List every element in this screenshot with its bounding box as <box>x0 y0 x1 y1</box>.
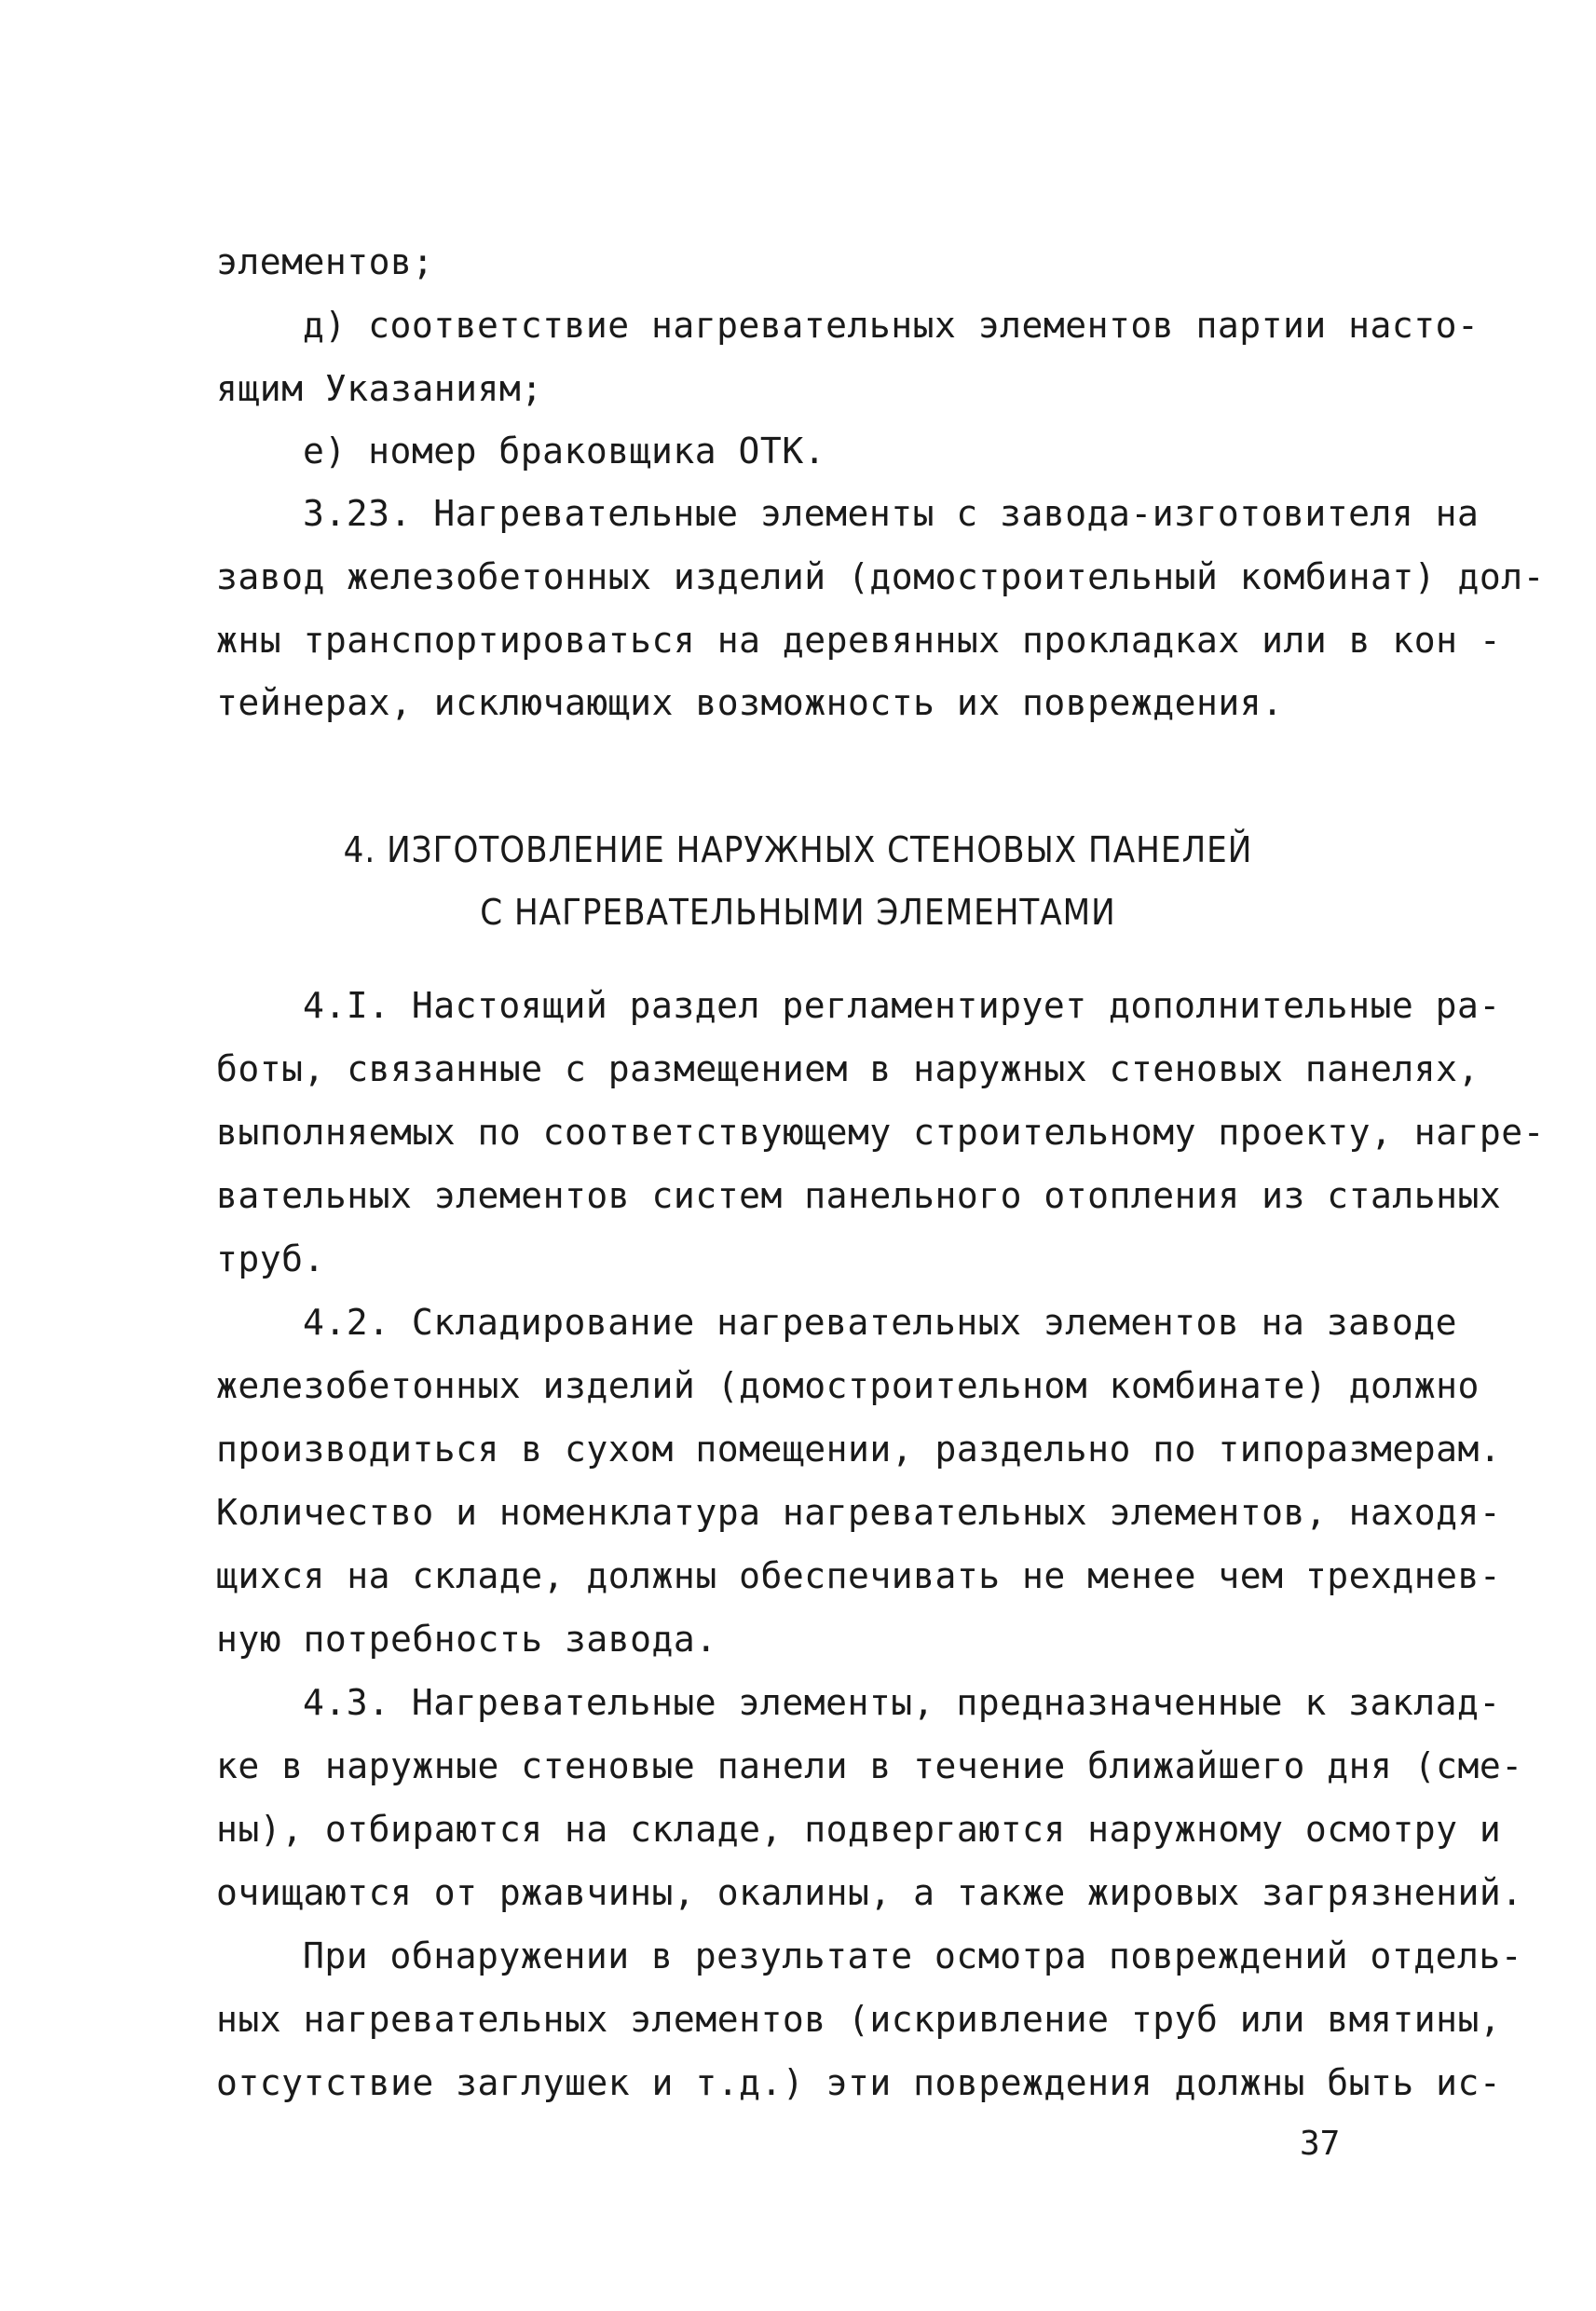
body-line-1: 4.I. Настоящий раздел регламентирует дополнительные ра- <box>303 985 1501 1026</box>
text-line-3: ящим Указаниям; <box>216 368 543 409</box>
body-line-10: щихся на складе, должны обеспечивать не менее чем трехднев- <box>216 1555 1502 1596</box>
text-line-5: 3.23. Нагревательные элементы с завода-изготовителя на <box>303 493 1480 534</box>
body-line-14: ны), отбираются на складе, подвергаются наружному осмотру и <box>216 1809 1502 1850</box>
body-line-7: железобетонных изделий (домостроительном комбинате) должно <box>216 1365 1480 1406</box>
body-line-8: производиться в сухом помещении, раздельно по типоразмерам. <box>216 1429 1502 1470</box>
body-line-9: Количество и номенклатура нагревательных элементов, находя- <box>216 1492 1502 1533</box>
body-line-6: 4.2. Складирование нагревательных элементов на заводе <box>303 1302 1458 1343</box>
text-line-4: е) номер браковщика ОТК. <box>303 431 826 472</box>
body-line-13: ке в наружные стеновые панели в течение ближайшего дня (сме- <box>216 1745 1523 1786</box>
text-line-7: жны транспортироваться на деревянных прокладках или в кон - <box>216 620 1502 661</box>
text-line-8: тейнерах, исключающих возможность их повреждения. <box>216 682 1284 723</box>
body-line-18: отсутствие заглушек и т.д.) эти повреждения должны быть ис- <box>216 2062 1502 2103</box>
body-line-12: 4.3. Нагревательные элементы, предназначенные к заклад- <box>303 1682 1501 1723</box>
body-line-4: вательных элементов систем панельного отопления из стальных <box>216 1175 1502 1216</box>
section-title-line-2: С НАГРЕВАТЕЛЬНЫМИ ЭЛЕМЕНТАМИ <box>480 892 1116 933</box>
body-line-17: ных нагревательных элементов (искривление труб или вмятины, <box>216 1999 1502 2040</box>
body-line-2: боты, связанные с размещением в наружных стеновых панелях, <box>216 1048 1480 1089</box>
body-line-5: труб. <box>216 1238 325 1279</box>
text-line-6: завод железобетонных изделий (домостроительный комбинат) дол- <box>216 556 1546 597</box>
body-line-3: выполняемых по соответствующему строительному проекту, нагре- <box>216 1112 1546 1153</box>
section-title-line-1: 4. ИЗГОТОВЛЕНИЕ НАРУЖНЫХ СТЕНОВЫХ ПАНЕЛЕЙ <box>343 829 1253 870</box>
text-line-1: элементов; <box>216 241 434 282</box>
body-line-11: ную потребность завода. <box>216 1619 717 1660</box>
text-line-2: д) соответствие нагревательных элементов партии насто- <box>303 305 1480 346</box>
page-number: 37 <box>1300 2125 1341 2163</box>
body-line-15: очищаются от ржавчины, окалины, а также жировых загрязнений. <box>216 1872 1523 1913</box>
body-line-16: При обнаружении в результате осмотра повреждений отдель- <box>303 1935 1523 1976</box>
